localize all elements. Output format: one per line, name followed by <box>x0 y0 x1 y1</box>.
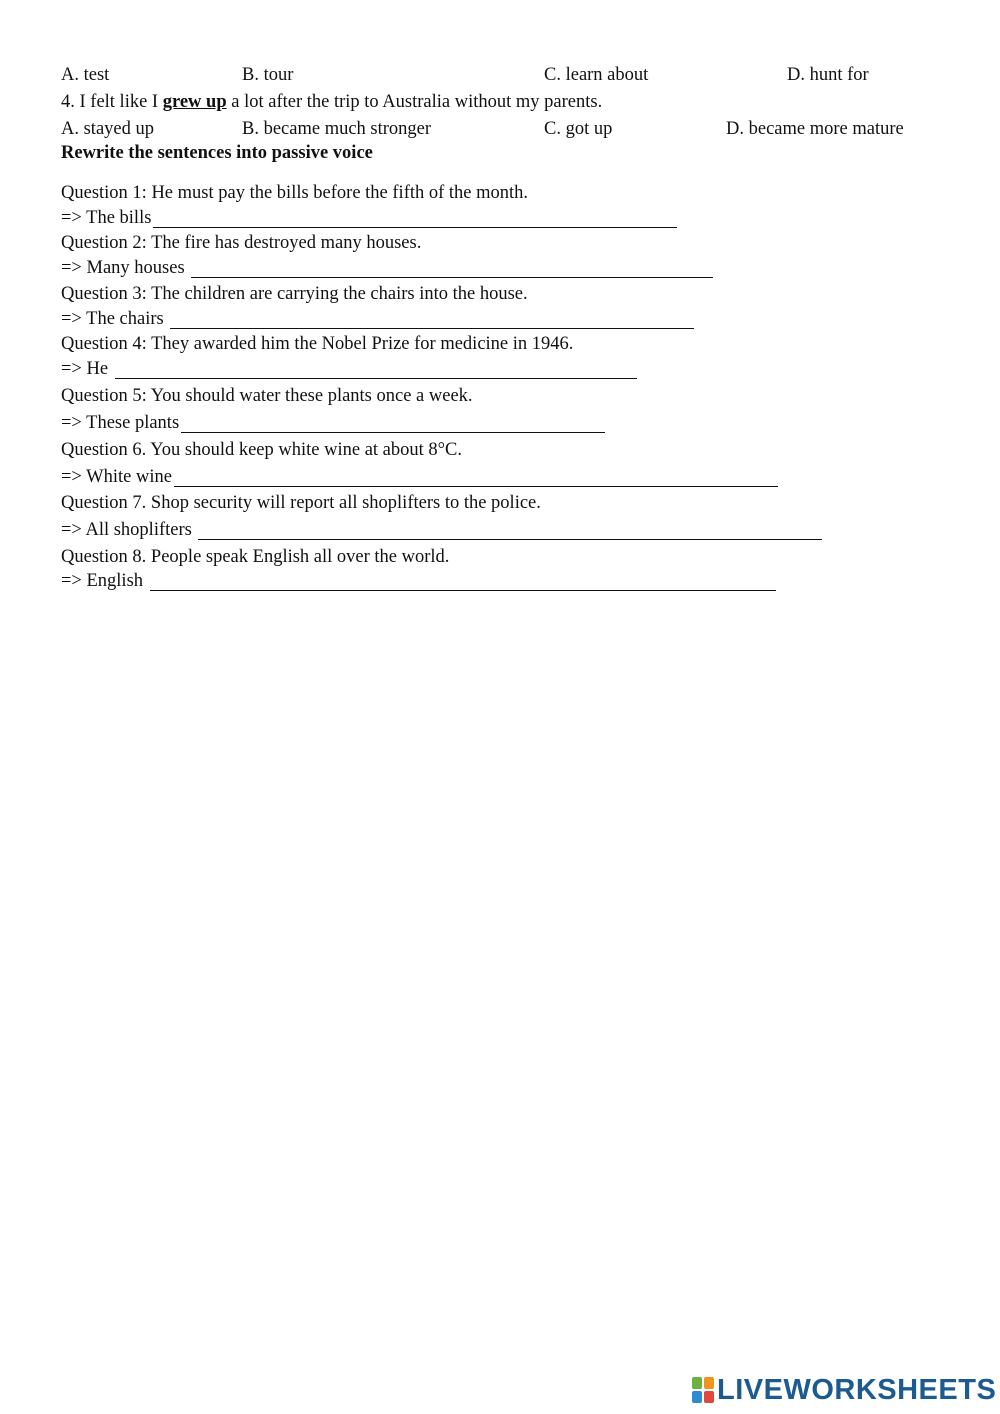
question-1-answer-start: => The bills <box>61 208 152 228</box>
q3-option-a[interactable]: A. test <box>61 65 110 85</box>
q4-option-b[interactable]: B. became much stronger <box>242 119 432 139</box>
question-8-prompt: Question 8. People speak English all over the world. <box>61 547 450 567</box>
q3-option-d[interactable]: D. hunt for <box>787 65 869 85</box>
question-6-answer-start: => White wine <box>61 467 172 487</box>
question-7-answer-row <box>61 519 822 541</box>
question-1-prompt: Question 1: He must pay the bills before the fifth of the month. <box>61 183 529 203</box>
question-4-answer-input[interactable] <box>115 360 637 379</box>
liveworksheets-logo[interactable] <box>692 1374 996 1406</box>
question-1-answer-input[interactable] <box>153 209 677 228</box>
question-8-answer-input[interactable] <box>150 572 776 591</box>
question-6-answer-row <box>61 466 778 488</box>
q4-prompt <box>61 91 602 113</box>
question-6-answer-input[interactable] <box>174 468 778 487</box>
question-3-answer-start: => The chairs <box>61 309 169 329</box>
q4-prefix: 4. I felt like I <box>61 92 163 112</box>
q4-highlight: grew up <box>162 92 227 112</box>
section-title: Rewrite the sentences into passive voice <box>61 143 373 163</box>
question-4-answer-row <box>61 358 637 380</box>
question-3-answer-row <box>61 308 694 330</box>
logo-square-blue <box>692 1391 702 1403</box>
question-5-answer-input[interactable] <box>181 414 605 433</box>
question-8-answer-start: => English <box>61 571 148 591</box>
q3-option-c[interactable]: C. learn about <box>544 65 649 85</box>
logo-text: LIVEWORKSHEETS <box>717 1373 997 1406</box>
q4-option-a[interactable]: A. stayed up <box>61 119 154 139</box>
question-2-answer-row <box>61 257 713 279</box>
question-8-answer-row <box>61 570 776 592</box>
question-6-prompt: Question 6. You should keep white wine at about 8°C. <box>61 440 463 460</box>
logo-square-orange <box>704 1377 714 1389</box>
logo-square-red <box>704 1391 714 1403</box>
question-7-answer-input[interactable] <box>198 521 822 540</box>
q4-suffix: a lot after the trip to Australia without my parents. <box>226 92 603 112</box>
q4-option-c[interactable]: C. got up <box>544 119 613 139</box>
question-4-answer-start: => He <box>61 359 113 379</box>
question-4-prompt: Question 4: They awarded him the Nobel Prize for medicine in 1946. <box>61 334 574 354</box>
question-5-prompt: Question 5: You should water these plants once a week. <box>61 386 473 406</box>
question-2-prompt: Question 2: The fire has destroyed many houses. <box>61 233 422 253</box>
question-5-answer-row <box>61 412 605 434</box>
logo-square-green <box>692 1377 702 1389</box>
question-1-answer-row <box>61 207 677 229</box>
q4-option-d[interactable]: D. became more mature <box>726 119 904 139</box>
question-7-prompt: Question 7. Shop security will report all shoplifters to the police. <box>61 493 541 513</box>
question-2-answer-start: => Many houses <box>61 258 190 278</box>
question-5-answer-start: => These plants <box>61 413 180 433</box>
liveworksheets-logo-icon <box>692 1377 714 1403</box>
question-2-answer-input[interactable] <box>191 259 713 278</box>
q3-option-b[interactable]: B. tour <box>242 65 294 85</box>
question-3-answer-input[interactable] <box>170 310 694 329</box>
question-7-answer-start: => All shoplifters <box>61 520 197 540</box>
question-3-prompt: Question 3: The children are carrying the chairs into the house. <box>61 284 528 304</box>
